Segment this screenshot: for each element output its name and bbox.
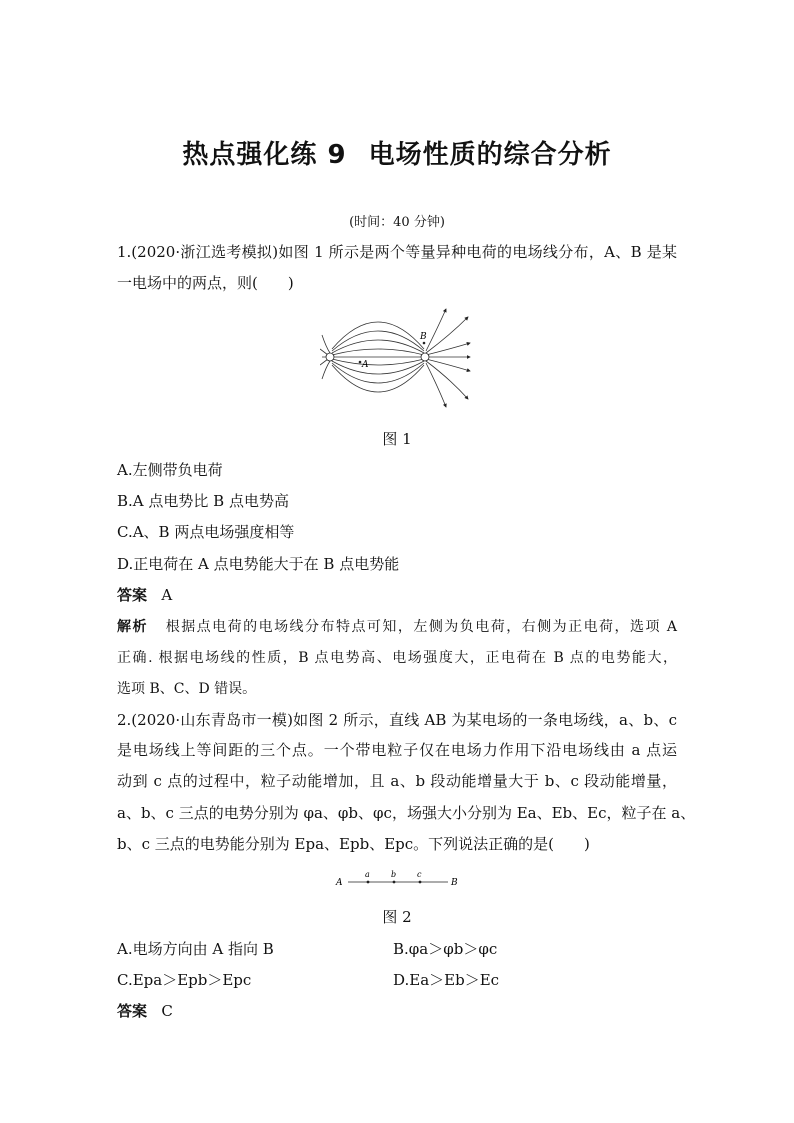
q1-analysis-text1: 根据点电荷的电场线分布特点可知，左侧为负电荷，右侧为正电荷，选项 A: [165, 619, 677, 635]
figure-1-caption: 图 1: [382, 430, 412, 448]
q1-option-d: D.正电荷在 A 点电势能大于在 B 点电势能: [117, 555, 400, 573]
q2-answer-value: C: [161, 1002, 173, 1020]
q2-stem-line2: 是电场线上等间距的三个点。一个带电粒子仅在电场力作用下沿电场线由 a 点运: [117, 741, 677, 759]
figure-2-caption: 图 2: [382, 908, 412, 926]
figure-1-field-lines: [320, 305, 480, 415]
q1-option-c: C.A、B 两点电场强度相等: [117, 523, 295, 541]
q1-stem-line2: 一电场中的两点，则( ): [117, 274, 294, 292]
figure-2-label-B: B: [451, 878, 458, 888]
q2-option-b: B.φa＞φb＞φc: [393, 940, 498, 958]
time-note: (时间：40 分钟): [349, 215, 445, 230]
q2-option-c: C.Epa＞Epb＞Epc: [117, 971, 252, 989]
q1-option-a: A.左侧带负电荷: [117, 461, 223, 479]
q1-stem-line1: 1.(2020·浙江选考模拟)如图 1 所示是两个等量异种电荷的电场线分布，A、B 是某: [117, 243, 677, 261]
figure-2-label-b: b: [391, 870, 397, 879]
figure-2-label-A: A: [336, 878, 343, 888]
q1-answer-value: A: [161, 586, 173, 604]
figure-2-label-a: a: [365, 870, 370, 879]
q2-stem-line4: a、b、c 三点的电势分别为 φa、φb、φc，场强大小分别为 Ea、Eb、Ec，粒子在 a、: [117, 804, 696, 822]
q1-analysis-line3: 选项 B、C、D 错误。: [117, 681, 257, 697]
figure-1-label-a: A: [362, 360, 369, 370]
q2-stem-line5: b、c 三点的电势能分别为 Epa、Epb、Epc。下列说法正确的是( ): [117, 835, 590, 853]
q1-answer-row: [117, 584, 172, 605]
q1-option-b: B.A 点电势比 B 点电势高: [117, 492, 289, 510]
title-part1: 热点强化练 9: [182, 140, 347, 170]
q2-answer-row: [117, 1000, 173, 1021]
figure-1-label-b: B: [420, 332, 427, 342]
q1-answer-label: 答案: [117, 586, 148, 604]
q1-analysis-label: 解析: [117, 619, 148, 635]
title-part2: 电场性质的综合分析: [368, 140, 612, 170]
q2-stem-line1: 2.(2020·山东青岛市一模)如图 2 所示，直线 AB 为某电场的一条电场线，a、b、c: [117, 711, 677, 729]
figure-2-line-ab: [330, 868, 470, 892]
page-title: [0, 134, 794, 171]
q2-answer-label: 答案: [117, 1002, 148, 1020]
q2-stem-line3: 动到 c 点的过程中，粒子动能增加，且 a、b 段动能增量大于 b、c 段动能增量，: [117, 772, 677, 790]
q1-analysis-line2: 正确. 根据电场线的性质，B 点电势高、电场强度大，正电荷在 B 点的电势能大，: [117, 650, 677, 666]
figure-2-label-c: c: [417, 870, 422, 879]
q1-analysis-line1: [117, 616, 677, 636]
q2-option-a: A.电场方向由 A 指向 B: [117, 940, 274, 958]
q2-option-d: D.Ea＞Eb＞Ec: [393, 971, 500, 989]
